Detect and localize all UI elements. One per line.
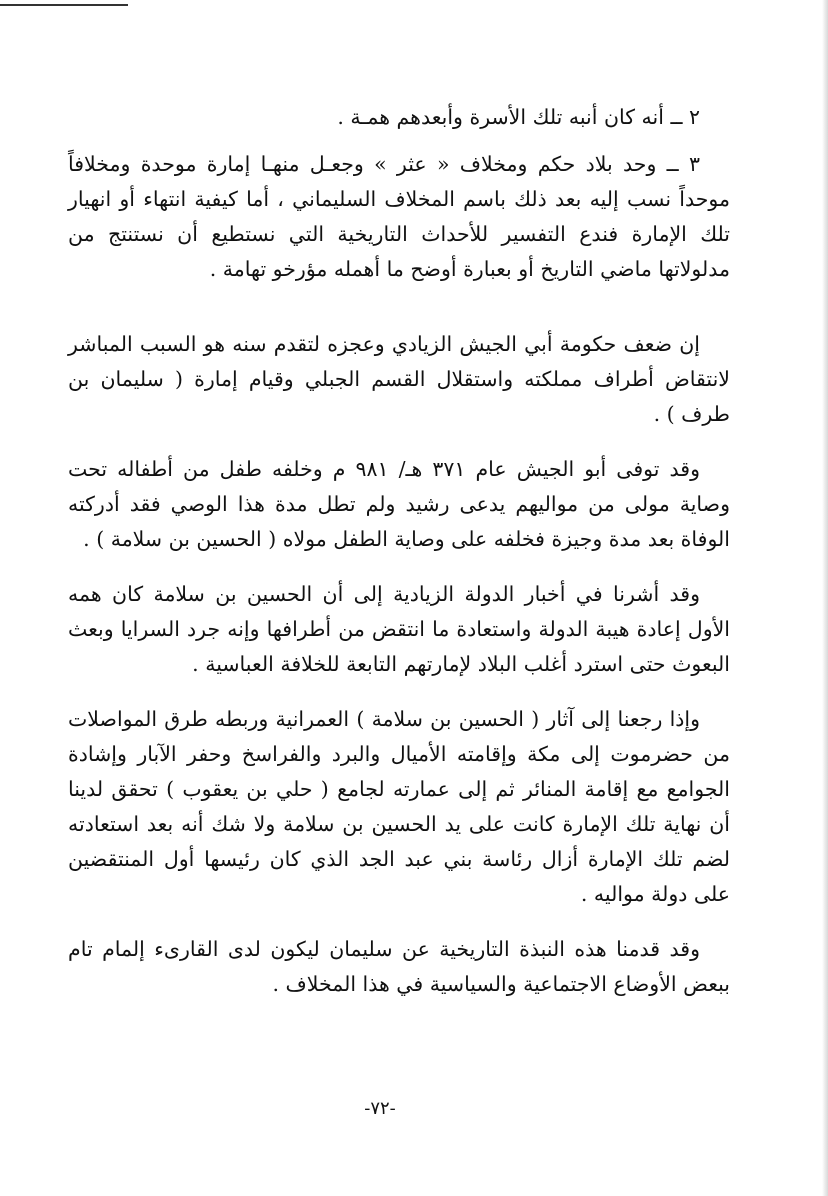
paragraph-2: وقد توفى أبو الجيش عام ٣٧١ هـ/ ٩٨١ م وخلفه طفل من أطفاله تحت وصاية مولى من مواليهم يدعى رشيد ولم تطل مدة هذا الوصي فقد أدركته الوفاة بعد مدة وجيزة فخلفه على وصاية الطفل مولاه ( الحسين بن سلامة ) . [68, 457, 730, 551]
page-number: -٧٢- [364, 1098, 396, 1119]
list-item-3: ٣ ــ وحد بلاد حكم ومخلاف « عثر » وجعـل منهـا إمارة موحدة ومخلافاً موحداً نسب إليه بعد ذلك باسم المخلاف السليماني ، أما كيفية انتهاء أو انهيار تلك الإمارة فندع التفسير للأحداث التاريخية التي نستطيع أن نستنتج من مدلولاتها ماضي التاريخ أو بعبارة أوضح ما أهمله مؤرخو تهامة . [68, 152, 730, 281]
scan-edge-shadow [822, 0, 828, 1196]
paragraph-1: إن ضعف حكومة أبي الجيش الزيادي وعجزه لتقدم سنه هو السبب المباشر لانتقاض أطراف مملكته واستقلال القسم الجبلي وقيام إمارة ( سليمان بن طرف ) . [68, 332, 730, 426]
list-item-2: ٢ ــ أنه كان أنبه تلك الأسرة وأبعدهم همـة . [337, 105, 700, 129]
paragraph-5: وقد قدمنا هذه النبذة التاريخية عن سليمان ليكون لدى القارىء إلمام تام ببعض الأوضاع الاجتماعية والسياسية في هذا المخلاف . [68, 937, 730, 996]
scan-top-rule [0, 4, 128, 6]
paragraph-4: وإذا رجعنا إلى آثار ( الحسين بن سلامة ) العمرانية وربطه طرق المواصلات من حضرموت إلى مكة وإقامته الأميال والبرد والفراسخ وحفر الآبار وإشادة الجوامع مع إقامة المنائر ثم إلى عمارته لجامع ( حلي بن يعقوب ) تحقق لدينا أن نهاية تلك الإمارة كانت على يد الحسين بن سلامة ولا شك أنه بعد استعادته لضم تلك الإمارة أزال رئاسة بني عبد الجد الذي كان رئيسها أول المنتقضين على دولة مواليه . [68, 707, 730, 906]
paragraph-3: وقد أشرنا في أخبار الدولة الزيادية إلى أن الحسين بن سلامة كان همه الأول إعادة هيبة الدولة واستعادة ما انتقض من أطرافها وإنه جرد السرايا وبعث البعوث حتى استرد أغلب البلاد لإمارتهم التابعة للخلافة العباسية . [68, 582, 730, 676]
page-body [68, 100, 730, 1002]
